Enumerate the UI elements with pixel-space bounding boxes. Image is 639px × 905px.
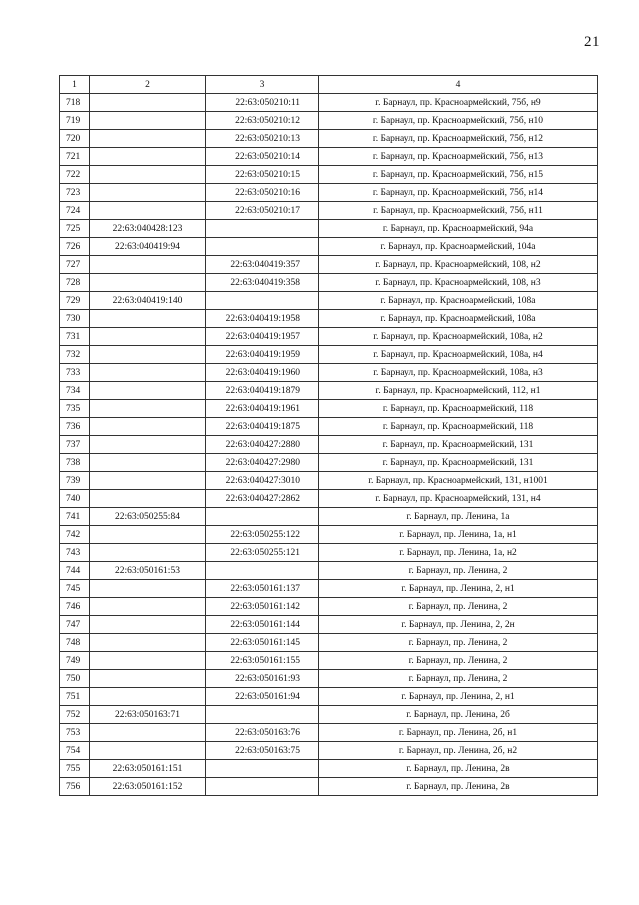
land-cadastral-number-cell: 22:63:040428:123 — [90, 220, 206, 238]
row-number-cell: 756 — [60, 778, 90, 796]
table-row — [60, 598, 598, 616]
address-cell: г. Барнаул, пр. Красноармейский, 75б, н11 — [319, 202, 598, 220]
land-cadastral-number-cell — [90, 688, 206, 706]
land-cadastral-number-cell — [90, 148, 206, 166]
row-number-cell: 726 — [60, 238, 90, 256]
page-number: 21 — [584, 34, 600, 50]
row-number-cell: 741 — [60, 508, 90, 526]
address-cell: г. Барнаул, пр. Ленина, 2б — [319, 706, 598, 724]
address-cell: г. Барнаул, пр. Ленина, 2 — [319, 598, 598, 616]
land-cadastral-number-cell — [90, 670, 206, 688]
row-number-cell: 737 — [60, 436, 90, 454]
table-row — [60, 544, 598, 562]
address-cell: г. Барнаул, пр. Красноармейский, 108а — [319, 292, 598, 310]
address-cell: г. Барнаул, пр. Ленина, 2в — [319, 760, 598, 778]
row-number-cell: 721 — [60, 148, 90, 166]
address-cell: г. Барнаул, пр. Ленина, 2 — [319, 634, 598, 652]
table-row — [60, 112, 598, 130]
table-row — [60, 742, 598, 760]
row-number-cell: 736 — [60, 418, 90, 436]
building-cadastral-number-cell: 22:63:050210:14 — [206, 148, 319, 166]
table-row — [60, 148, 598, 166]
row-number-cell: 718 — [60, 94, 90, 112]
registry-table — [59, 75, 598, 796]
row-number-cell: 734 — [60, 382, 90, 400]
row-number-cell: 731 — [60, 328, 90, 346]
address-cell: г. Барнаул, пр. Красноармейский, 118 — [319, 418, 598, 436]
building-cadastral-number-cell: 22:63:050163:75 — [206, 742, 319, 760]
table-row — [60, 778, 598, 796]
row-number-cell: 729 — [60, 292, 90, 310]
building-cadastral-number-cell — [206, 508, 319, 526]
address-cell: г. Барнаул, пр. Ленина, 2б, н2 — [319, 742, 598, 760]
building-cadastral-number-cell: 22:63:050163:76 — [206, 724, 319, 742]
column-header-2: 2 — [90, 76, 206, 94]
address-cell: г. Барнаул, пр. Ленина, 2 — [319, 670, 598, 688]
land-cadastral-number-cell — [90, 166, 206, 184]
row-number-cell: 722 — [60, 166, 90, 184]
table-row — [60, 616, 598, 634]
table-row — [60, 454, 598, 472]
address-cell: г. Барнаул, пр. Красноармейский, 75б, н13 — [319, 148, 598, 166]
table-row — [60, 634, 598, 652]
building-cadastral-number-cell: 22:63:040419:1959 — [206, 346, 319, 364]
row-number-cell: 747 — [60, 616, 90, 634]
table-row — [60, 490, 598, 508]
row-number-cell: 748 — [60, 634, 90, 652]
land-cadastral-number-cell: 22:63:050161:151 — [90, 760, 206, 778]
address-cell: г. Барнаул, пр. Ленина, 1а — [319, 508, 598, 526]
table-row — [60, 382, 598, 400]
table-row — [60, 436, 598, 454]
row-number-cell: 753 — [60, 724, 90, 742]
land-cadastral-number-cell — [90, 526, 206, 544]
table-row — [60, 508, 598, 526]
building-cadastral-number-cell: 22:63:050210:16 — [206, 184, 319, 202]
table-row — [60, 652, 598, 670]
land-cadastral-number-cell: 22:63:050255:84 — [90, 508, 206, 526]
address-cell: г. Барнаул, пр. Красноармейский, 108, н3 — [319, 274, 598, 292]
land-cadastral-number-cell — [90, 364, 206, 382]
address-cell: г. Барнаул, пр. Ленина, 1а, н1 — [319, 526, 598, 544]
land-cadastral-number-cell: 22:63:050163:71 — [90, 706, 206, 724]
building-cadastral-number-cell — [206, 562, 319, 580]
building-cadastral-number-cell: 22:63:040419:1961 — [206, 400, 319, 418]
row-number-cell: 752 — [60, 706, 90, 724]
table-row — [60, 166, 598, 184]
table-row — [60, 220, 598, 238]
row-number-cell: 735 — [60, 400, 90, 418]
table-row — [60, 760, 598, 778]
land-cadastral-number-cell — [90, 130, 206, 148]
address-cell: г. Барнаул, пр. Красноармейский, 94а — [319, 220, 598, 238]
land-cadastral-number-cell: 22:63:040419:140 — [90, 292, 206, 310]
building-cadastral-number-cell: 22:63:040427:3010 — [206, 472, 319, 490]
land-cadastral-number-cell: 22:63:040419:94 — [90, 238, 206, 256]
table-row — [60, 202, 598, 220]
row-number-cell: 745 — [60, 580, 90, 598]
land-cadastral-number-cell: 22:63:050161:152 — [90, 778, 206, 796]
address-cell: г. Барнаул, пр. Красноармейский, 75б, н15 — [319, 166, 598, 184]
land-cadastral-number-cell — [90, 454, 206, 472]
table-row — [60, 274, 598, 292]
row-number-cell: 750 — [60, 670, 90, 688]
table-row — [60, 238, 598, 256]
building-cadastral-number-cell: 22:63:050161:93 — [206, 670, 319, 688]
table-row — [60, 310, 598, 328]
land-cadastral-number-cell — [90, 346, 206, 364]
address-cell: г. Барнаул, пр. Ленина, 2, н1 — [319, 580, 598, 598]
building-cadastral-number-cell: 22:63:040427:2862 — [206, 490, 319, 508]
address-cell: г. Барнаул, пр. Красноармейский, 108а, н3 — [319, 364, 598, 382]
land-cadastral-number-cell — [90, 274, 206, 292]
address-cell: г. Барнаул, пр. Красноармейский, 108, н2 — [319, 256, 598, 274]
building-cadastral-number-cell: 22:63:050161:144 — [206, 616, 319, 634]
land-cadastral-number-cell — [90, 490, 206, 508]
address-cell: г. Барнаул, пр. Красноармейский, 75б, н12 — [319, 130, 598, 148]
row-number-cell: 730 — [60, 310, 90, 328]
address-cell: г. Барнаул, пр. Ленина, 2 — [319, 562, 598, 580]
row-number-cell: 755 — [60, 760, 90, 778]
building-cadastral-number-cell: 22:63:050210:12 — [206, 112, 319, 130]
row-number-cell: 754 — [60, 742, 90, 760]
table-row — [60, 292, 598, 310]
address-cell: г. Барнаул, пр. Красноармейский, 108а, н2 — [319, 328, 598, 346]
land-cadastral-number-cell — [90, 418, 206, 436]
building-cadastral-number-cell: 22:63:040419:1957 — [206, 328, 319, 346]
address-cell: г. Барнаул, пр. Ленина, 2, н1 — [319, 688, 598, 706]
address-cell: г. Барнаул, пр. Красноармейский, 131, н4 — [319, 490, 598, 508]
address-cell: г. Барнаул, пр. Ленина, 1а, н2 — [319, 544, 598, 562]
building-cadastral-number-cell — [206, 292, 319, 310]
table-row — [60, 418, 598, 436]
row-number-cell: 751 — [60, 688, 90, 706]
table-row — [60, 562, 598, 580]
table-row — [60, 526, 598, 544]
address-cell: г. Барнаул, пр. Красноармейский, 75б, н9 — [319, 94, 598, 112]
row-number-cell: 723 — [60, 184, 90, 202]
land-cadastral-number-cell — [90, 436, 206, 454]
table-row — [60, 256, 598, 274]
building-cadastral-number-cell: 22:63:040419:1875 — [206, 418, 319, 436]
building-cadastral-number-cell — [206, 220, 319, 238]
building-cadastral-number-cell: 22:63:050255:122 — [206, 526, 319, 544]
row-number-cell: 727 — [60, 256, 90, 274]
building-cadastral-number-cell: 22:63:040427:2880 — [206, 436, 319, 454]
land-cadastral-number-cell — [90, 544, 206, 562]
row-number-cell: 725 — [60, 220, 90, 238]
table-row — [60, 706, 598, 724]
address-cell: г. Барнаул, пр. Ленина, 2в — [319, 778, 598, 796]
row-number-cell: 740 — [60, 490, 90, 508]
row-number-cell: 744 — [60, 562, 90, 580]
building-cadastral-number-cell: 22:63:050161:142 — [206, 598, 319, 616]
row-number-cell: 739 — [60, 472, 90, 490]
land-cadastral-number-cell — [90, 652, 206, 670]
building-cadastral-number-cell: 22:63:050255:121 — [206, 544, 319, 562]
land-cadastral-number-cell — [90, 742, 206, 760]
row-number-cell: 749 — [60, 652, 90, 670]
building-cadastral-number-cell — [206, 238, 319, 256]
land-cadastral-number-cell — [90, 256, 206, 274]
land-cadastral-number-cell — [90, 598, 206, 616]
address-cell: г. Барнаул, пр. Красноармейский, 112, н1 — [319, 382, 598, 400]
building-cadastral-number-cell: 22:63:040419:1879 — [206, 382, 319, 400]
building-cadastral-number-cell: 22:63:050161:94 — [206, 688, 319, 706]
building-cadastral-number-cell — [206, 706, 319, 724]
building-cadastral-number-cell: 22:63:040419:358 — [206, 274, 319, 292]
land-cadastral-number-cell — [90, 580, 206, 598]
address-cell: г. Барнаул, пр. Красноармейский, 118 — [319, 400, 598, 418]
address-cell: г. Барнаул, пр. Красноармейский, 75б, н14 — [319, 184, 598, 202]
column-header-3: 3 — [206, 76, 319, 94]
table-header-row — [60, 76, 598, 94]
building-cadastral-number-cell — [206, 760, 319, 778]
land-cadastral-number-cell — [90, 616, 206, 634]
column-header-4: 4 — [319, 76, 598, 94]
row-number-cell: 719 — [60, 112, 90, 130]
address-cell: г. Барнаул, пр. Красноармейский, 131 — [319, 454, 598, 472]
address-cell: г. Барнаул, пр. Красноармейский, 108а, н4 — [319, 346, 598, 364]
row-number-cell: 732 — [60, 346, 90, 364]
building-cadastral-number-cell: 22:63:040419:1958 — [206, 310, 319, 328]
table-body — [60, 94, 598, 796]
row-number-cell: 738 — [60, 454, 90, 472]
table-row — [60, 670, 598, 688]
address-cell: г. Барнаул, пр. Красноармейский, 75б, н10 — [319, 112, 598, 130]
building-cadastral-number-cell: 22:63:040419:357 — [206, 256, 319, 274]
building-cadastral-number-cell: 22:63:050161:145 — [206, 634, 319, 652]
address-cell: г. Барнаул, пр. Ленина, 2, 2н — [319, 616, 598, 634]
table-row — [60, 688, 598, 706]
land-cadastral-number-cell — [90, 310, 206, 328]
building-cadastral-number-cell: 22:63:050210:15 — [206, 166, 319, 184]
address-cell: г. Барнаул, пр. Красноармейский, 131 — [319, 436, 598, 454]
land-cadastral-number-cell — [90, 112, 206, 130]
row-number-cell: 724 — [60, 202, 90, 220]
land-cadastral-number-cell — [90, 472, 206, 490]
land-cadastral-number-cell — [90, 328, 206, 346]
address-cell: г. Барнаул, пр. Ленина, 2б, н1 — [319, 724, 598, 742]
table-row — [60, 328, 598, 346]
building-cadastral-number-cell: 22:63:050210:17 — [206, 202, 319, 220]
row-number-cell: 746 — [60, 598, 90, 616]
table-row — [60, 472, 598, 490]
address-cell: г. Барнаул, пр. Красноармейский, 131, н1001 — [319, 472, 598, 490]
building-cadastral-number-cell: 22:63:040419:1960 — [206, 364, 319, 382]
building-cadastral-number-cell: 22:63:050161:155 — [206, 652, 319, 670]
land-cadastral-number-cell — [90, 184, 206, 202]
land-cadastral-number-cell — [90, 634, 206, 652]
row-number-cell: 720 — [60, 130, 90, 148]
row-number-cell: 743 — [60, 544, 90, 562]
address-cell: г. Барнаул, пр. Ленина, 2 — [319, 652, 598, 670]
address-cell: г. Барнаул, пр. Красноармейский, 108а — [319, 310, 598, 328]
table-row — [60, 184, 598, 202]
table-row — [60, 346, 598, 364]
row-number-cell: 742 — [60, 526, 90, 544]
land-cadastral-number-cell — [90, 724, 206, 742]
table-row — [60, 130, 598, 148]
building-cadastral-number-cell: 22:63:050210:13 — [206, 130, 319, 148]
row-number-cell: 733 — [60, 364, 90, 382]
land-cadastral-number-cell: 22:63:050161:53 — [90, 562, 206, 580]
column-header-1: 1 — [60, 76, 90, 94]
table-row — [60, 94, 598, 112]
address-cell: г. Барнаул, пр. Красноармейский, 104а — [319, 238, 598, 256]
row-number-cell: 728 — [60, 274, 90, 292]
table-row — [60, 724, 598, 742]
land-cadastral-number-cell — [90, 382, 206, 400]
building-cadastral-number-cell: 22:63:050161:137 — [206, 580, 319, 598]
table-row — [60, 364, 598, 382]
land-cadastral-number-cell — [90, 202, 206, 220]
table-row — [60, 400, 598, 418]
building-cadastral-number-cell: 22:63:040427:2980 — [206, 454, 319, 472]
land-cadastral-number-cell — [90, 400, 206, 418]
building-cadastral-number-cell: 22:63:050210:11 — [206, 94, 319, 112]
land-cadastral-number-cell — [90, 94, 206, 112]
table-row — [60, 580, 598, 598]
building-cadastral-number-cell — [206, 778, 319, 796]
